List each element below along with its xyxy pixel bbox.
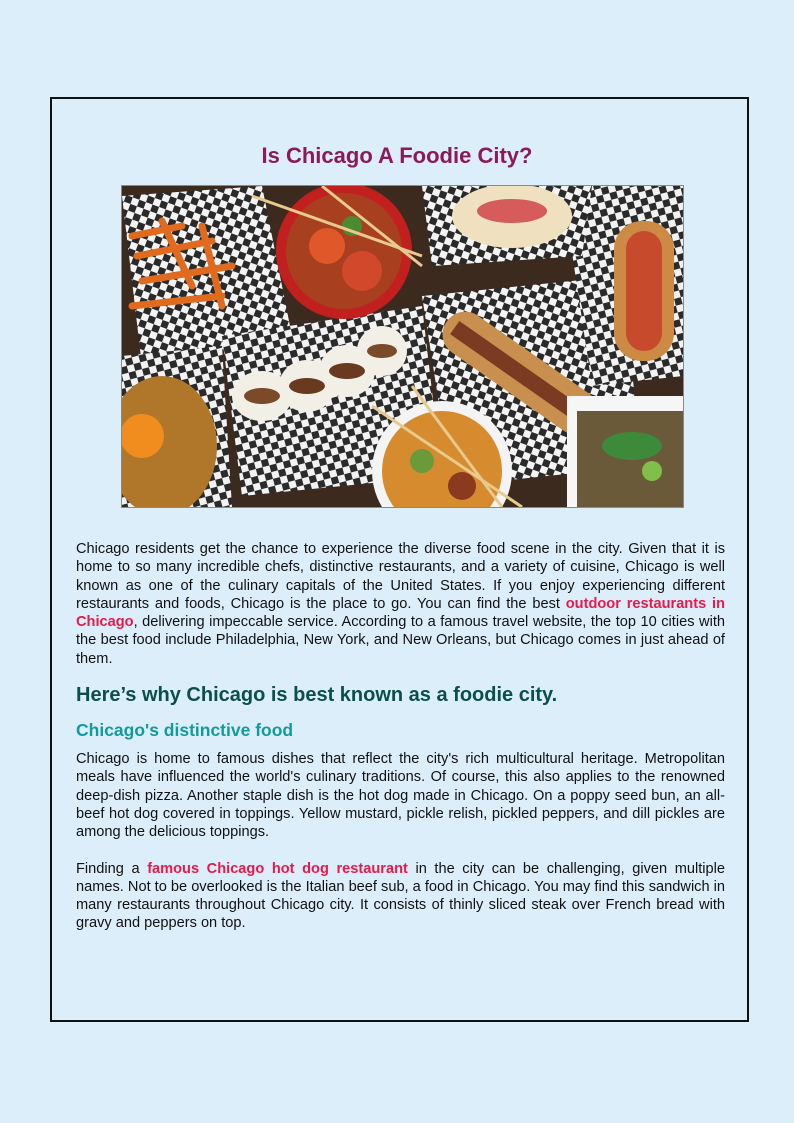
heading-distinctive-food: Chicago's distinctive food <box>76 720 294 741</box>
intro-paragraph <box>76 540 725 668</box>
hot-dog-paragraph <box>76 860 725 933</box>
intro-text-start: Chicago residents get the chance to experience the diverse food scene in the city. Given that it is home to so many incredible chefs, distinctive restaurants, and a variety of cuisine, Chicago is well known as one of the culinary capitals of the United States. If you enjoy experiencing different restaurants and foods, Chicago is the place to go. You can find the best <box>76 541 725 612</box>
intro-text-end: , delivering impeccable service. According to a famous travel website, the top 10 cities with the best food include Philadelphia, New York, and New Orleans, but Chicago comes in just ahead of them. <box>76 614 725 667</box>
food-photo <box>121 185 684 508</box>
distinctive-food-paragraph: Chicago is home to famous dishes that reflect the city's rich multicultural heritage. Metropolitan meals have influenced the world's culinary traditions. Of course, this also applies to the renowned deep-dish pizza. Another staple dish is the hot dog made in Chicago. On a poppy seed bun, an all-beef hot dog covered in toppings. Yellow mustard, pickle relish, pickled peppers, and dill pickles are among the delicious toppings. <box>76 751 725 841</box>
article-title: Is Chicago A Foodie City? <box>261 143 533 168</box>
hot-dog-text-start: Finding a <box>76 860 148 877</box>
article-body <box>76 540 725 933</box>
hot-dog-text-end: in the city can be challenging, given multiple names. Not to be overlooked is the Italian beef sub, a food in Chicago. You may find this sandwich in many restaurants throughout Chicago city. It consists of thinly sliced steak over French bread with gravy and peppers on top. <box>76 860 726 932</box>
outdoor-restaurants-link[interactable]: outdoor restaurants in Chicago <box>76 595 725 631</box>
heading-why-foodie: Here’s why Chicago is best known as a foodie city. <box>76 684 558 707</box>
hot-dog-restaurant-link[interactable]: famous Chicago hot dog restaurant <box>147 860 408 877</box>
